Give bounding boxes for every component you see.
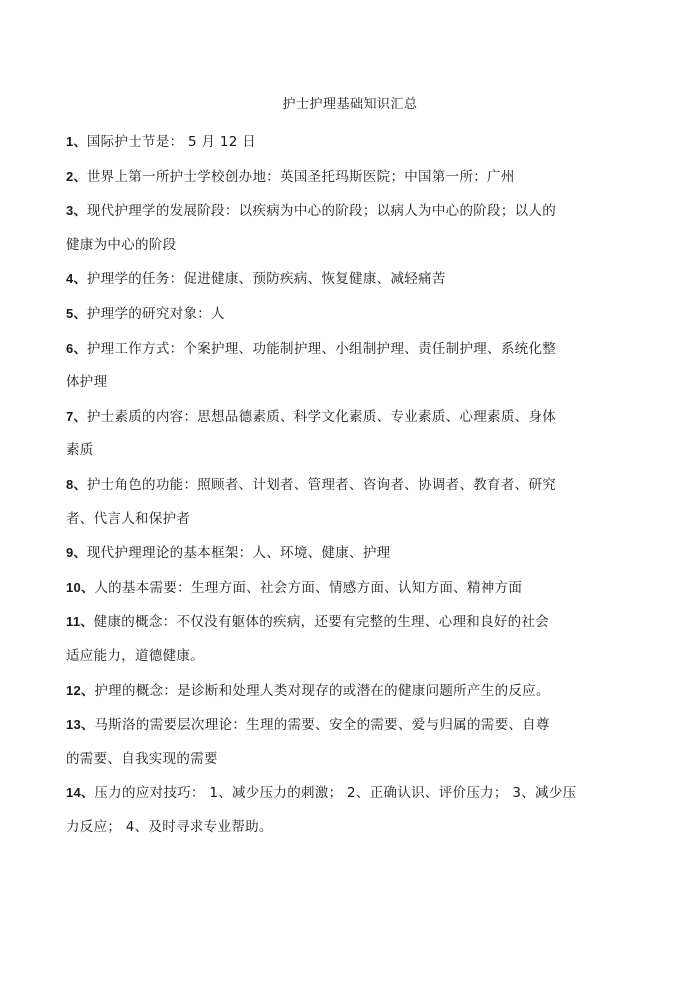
list-item (66, 262, 656, 297)
item-text: 护士角色的功能：照顾者、计划者、管理者、咨询者、协调者、教育者、研究 (86, 476, 557, 493)
item-number: 13、 (66, 717, 95, 733)
item-number: 9、 (66, 545, 87, 561)
list-item (66, 194, 656, 229)
item-number: 10、 (66, 579, 95, 595)
list-item (66, 605, 656, 640)
list-item (66, 332, 656, 367)
item-number: 1、 (66, 134, 87, 149)
item-text: 人的基本需要：生理方面、社会方面、情感方面、认知方面、精神方面 (94, 579, 523, 596)
document-body (66, 125, 656, 844)
list-item (66, 297, 656, 332)
item-number: 4、 (66, 271, 87, 287)
item-number: 2、 (66, 168, 87, 184)
item-text: 压力的应对技巧： 1、减少压力的刺激； 2、正确认识、评价压力； 3、减少压 (94, 785, 577, 802)
item-number: 5、 (66, 305, 87, 321)
list-item (66, 708, 656, 743)
list-item (66, 674, 656, 709)
list-item-continuation: 体护理 (66, 374, 108, 391)
list-item-continuation: 健康为中心的阶段 (66, 236, 177, 253)
item-number: 8、 (66, 476, 87, 492)
item-text: 国际护士节是： 5 月 12 日 (86, 134, 257, 150)
item-number: 12、 (66, 682, 95, 698)
list-item-continuation: 适应能力，道德健康。 (66, 647, 204, 664)
item-text: 护理的概念：是诊断和处理人类对现存的或潜在的健康问题所产生的反应。 (94, 682, 550, 699)
list-item (66, 468, 656, 503)
item-text: 护士素质的内容：思想品德素质、科学文化素质、专业素质、心理素质、身体 (86, 408, 557, 425)
item-text: 护理学的任务：促进健康、预防疾病、恢复健康、减轻痛苦 (86, 271, 446, 288)
item-number: 3、 (66, 203, 87, 219)
item-text: 马斯洛的需要层次理论：生理的需要、安全的需要、爱与归属的需要、自尊 (94, 717, 550, 734)
list-item-continuation: 的需要、自我实现的需要 (66, 750, 218, 767)
document-title: 护士护理基础知识汇总 (282, 97, 418, 112)
item-text: 护理学的研究对象：人 (86, 305, 225, 322)
list-item (66, 571, 656, 606)
item-text: 现代护理理论的基本框架：人、环境、健康、护理 (86, 545, 391, 562)
item-number: 14、 (66, 785, 95, 801)
list-item (66, 776, 656, 811)
item-number: 11、 (66, 614, 94, 630)
item-text: 健康的概念：不仅没有躯体的疾病，还要有完整的生理、心理和良好的社会 (93, 614, 550, 631)
item-number: 7、 (66, 408, 87, 424)
item-text: 世界上第一所护士学校创办地：英国圣托玛斯医院；中国第一所：广州 (86, 168, 515, 185)
list-item-continuation: 力反应； 4、及时寻求专业帮助。 (66, 818, 273, 835)
list-item-continuation: 者、代言人和保护者 (66, 510, 191, 527)
item-text: 护理工作方式：个案护理、功能制护理、小组制护理、责任制护理、系统化整 (86, 340, 557, 357)
list-item (66, 125, 656, 160)
list-item (66, 536, 656, 571)
list-item-continuation: 素质 (66, 442, 94, 459)
item-number: 6、 (66, 340, 87, 356)
item-text: 现代护理学的发展阶段：以疾病为中心的阶段；以病人为中心的阶段；以人的 (86, 203, 557, 220)
list-item (66, 400, 656, 435)
list-item (66, 160, 656, 195)
